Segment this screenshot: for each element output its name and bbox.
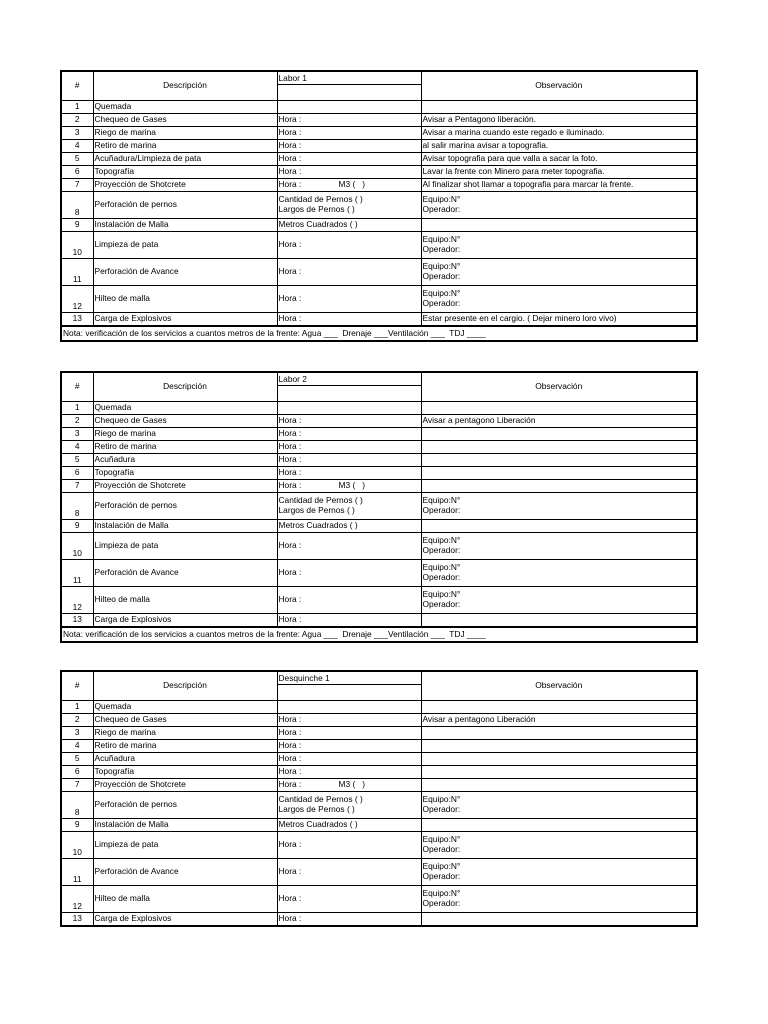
row-observation: Equipo:N° Operador: xyxy=(421,832,697,859)
row-observation: Equipo:N° Operador: xyxy=(421,232,697,259)
row-value: Hora : xyxy=(277,467,421,480)
section-labor-2 xyxy=(60,371,696,643)
section-labor-1 xyxy=(60,70,696,342)
table-row xyxy=(61,480,697,493)
row-observation xyxy=(421,467,697,480)
row-description: Instalación de Malla xyxy=(93,219,277,232)
row-value: Hora : xyxy=(277,127,421,140)
table-row xyxy=(61,714,697,727)
row-number: 5 xyxy=(61,153,93,166)
row-number: 1 xyxy=(61,701,93,714)
table-row xyxy=(61,114,697,127)
row-observation: Equipo:N° Operador: xyxy=(421,560,697,587)
row-number: 13 xyxy=(61,614,93,628)
row-number: 12 xyxy=(61,286,93,313)
table-row xyxy=(61,259,697,286)
row-description: Carga de Explosivos xyxy=(93,614,277,628)
row-observation: Avisar a pentagono Liberación xyxy=(421,714,697,727)
row-observation: Lavar la frente con Minero para meter topografia. xyxy=(421,166,697,179)
table-row xyxy=(61,493,697,520)
row-number: 7 xyxy=(61,779,93,792)
row-description: Acuñadura/Limpieza de pata xyxy=(93,153,277,166)
row-description: Carga de Explosivos xyxy=(93,913,277,927)
row-observation xyxy=(421,402,697,415)
section-desquinche-1 xyxy=(60,670,696,927)
table-row xyxy=(61,740,697,753)
row-value: Hora : xyxy=(277,886,421,913)
row-observation: Avisar topografia para que valla a sacar la foto. xyxy=(421,153,697,166)
row-number: 5 xyxy=(61,753,93,766)
row-value: Hora : xyxy=(277,859,421,886)
row-observation xyxy=(421,753,697,766)
row-description: Perforación de pernos xyxy=(93,192,277,219)
row-description: Hilteo de malla xyxy=(93,286,277,313)
row-value xyxy=(277,402,421,415)
row-observation xyxy=(421,219,697,232)
row-number: 10 xyxy=(61,533,93,560)
table-row xyxy=(61,533,697,560)
table-row xyxy=(61,779,697,792)
table-row xyxy=(61,727,697,740)
row-value: Hora : xyxy=(277,428,421,441)
table-row xyxy=(61,886,697,913)
row-description: Perforación de Avance xyxy=(93,560,277,587)
row-number: 8 xyxy=(61,792,93,819)
row-number: 2 xyxy=(61,714,93,727)
row-value: Hora : xyxy=(277,286,421,313)
row-value: Hora : xyxy=(277,114,421,127)
row-number: 10 xyxy=(61,832,93,859)
header-num: # xyxy=(61,71,93,101)
row-observation xyxy=(421,520,697,533)
row-description: Instalación de Malla xyxy=(93,819,277,832)
row-number: 6 xyxy=(61,467,93,480)
header-labor-title xyxy=(277,671,421,701)
row-description: Acuñadura xyxy=(93,753,277,766)
row-value: Hora : xyxy=(277,153,421,166)
row-observation: Avisar a pentagono Liberación xyxy=(421,415,697,428)
row-number: 13 xyxy=(61,313,93,327)
row-number: 5 xyxy=(61,454,93,467)
row-number: 2 xyxy=(61,415,93,428)
table-row xyxy=(61,179,697,192)
row-observation xyxy=(421,913,697,927)
header-num: # xyxy=(61,372,93,402)
row-number: 11 xyxy=(61,560,93,587)
row-value: Hora : xyxy=(277,166,421,179)
row-value: Hora : xyxy=(277,740,421,753)
row-number: 13 xyxy=(61,913,93,927)
row-value: Hora : M3 ( ) xyxy=(277,480,421,493)
nota-row xyxy=(61,627,697,642)
table-row xyxy=(61,701,697,714)
table-row xyxy=(61,192,697,219)
row-number: 9 xyxy=(61,520,93,533)
row-observation: al salir marina avisar a topografia. xyxy=(421,140,697,153)
row-description: Hilteo de malla xyxy=(93,587,277,614)
row-observation xyxy=(421,614,697,628)
row-description: Quemada xyxy=(93,101,277,114)
table-row xyxy=(61,753,697,766)
row-observation: Avisar a marina cuando este regado e iluminado. xyxy=(421,127,697,140)
row-value: Metros Cuadrados ( ) xyxy=(277,819,421,832)
row-value: Hora : M3 ( ) xyxy=(277,179,421,192)
table-row xyxy=(61,560,697,587)
table-row xyxy=(61,219,697,232)
row-observation: Equipo:N° Operador: xyxy=(421,587,697,614)
row-number: 4 xyxy=(61,740,93,753)
row-number: 3 xyxy=(61,428,93,441)
table-labor-2 xyxy=(60,371,698,643)
row-observation xyxy=(421,819,697,832)
row-value: Hora : xyxy=(277,415,421,428)
row-value: Hora : M3 ( ) xyxy=(277,779,421,792)
row-description: Retiro de marina xyxy=(93,740,277,753)
row-observation xyxy=(421,428,697,441)
table-row xyxy=(61,520,697,533)
row-value: Hora : xyxy=(277,587,421,614)
row-number: 9 xyxy=(61,819,93,832)
row-observation: Equipo:N° Operador: xyxy=(421,259,697,286)
section-title: Labor 1 xyxy=(278,72,421,85)
row-description: Carga de Explosivos xyxy=(93,313,277,327)
row-number: 4 xyxy=(61,441,93,454)
table-row xyxy=(61,101,697,114)
row-description: Limpieza de pata xyxy=(93,533,277,560)
row-description: Riego de marina xyxy=(93,727,277,740)
row-observation xyxy=(421,441,697,454)
row-observation xyxy=(421,701,697,714)
row-value: Metros Cuadrados ( ) xyxy=(277,219,421,232)
table-row xyxy=(61,402,697,415)
row-description: Limpieza de pata xyxy=(93,832,277,859)
row-number: 4 xyxy=(61,140,93,153)
row-number: 6 xyxy=(61,766,93,779)
row-number: 8 xyxy=(61,192,93,219)
row-value: Hora : xyxy=(277,259,421,286)
row-description: Instalación de Malla xyxy=(93,520,277,533)
row-description: Chequeo de Gases xyxy=(93,114,277,127)
header-observacion: Observación xyxy=(421,372,697,402)
table-row xyxy=(61,913,697,927)
row-description: Retiro de marina xyxy=(93,441,277,454)
row-observation xyxy=(421,779,697,792)
row-value: Hora : xyxy=(277,441,421,454)
row-number: 12 xyxy=(61,587,93,614)
table-row xyxy=(61,792,697,819)
row-observation xyxy=(421,480,697,493)
row-observation: Equipo:N° Operador: xyxy=(421,859,697,886)
row-value: Hora : xyxy=(277,753,421,766)
row-value: Metros Cuadrados ( ) xyxy=(277,520,421,533)
table-row xyxy=(61,832,697,859)
row-number: 9 xyxy=(61,219,93,232)
row-number: 1 xyxy=(61,101,93,114)
row-description: Hilteo de malla xyxy=(93,886,277,913)
row-description: Limpieza de pata xyxy=(93,232,277,259)
row-observation: Estar presente en el cargio. ( Dejar minero loro vivo) xyxy=(421,313,697,327)
table-row xyxy=(61,454,697,467)
row-number: 7 xyxy=(61,179,93,192)
row-description: Acuñadura xyxy=(93,454,277,467)
row-value: Hora : xyxy=(277,454,421,467)
row-description: Chequeo de Gases xyxy=(93,415,277,428)
row-description: Chequeo de Gases xyxy=(93,714,277,727)
row-observation: Avisar a Pentagono liberación. xyxy=(421,114,697,127)
row-observation: Equipo:N° Operador: xyxy=(421,533,697,560)
row-value: Hora : xyxy=(277,832,421,859)
row-number: 2 xyxy=(61,114,93,127)
row-value: Hora : xyxy=(277,313,421,327)
row-number: 12 xyxy=(61,886,93,913)
row-observation: Equipo:N° Operador: xyxy=(421,886,697,913)
row-value: Hora : xyxy=(277,614,421,628)
row-observation xyxy=(421,766,697,779)
row-value: Hora : xyxy=(277,533,421,560)
table-row xyxy=(61,614,697,628)
row-number: 3 xyxy=(61,127,93,140)
row-description: Topografía xyxy=(93,467,277,480)
header-descripcion: Descripción xyxy=(93,671,277,701)
table-row xyxy=(61,415,697,428)
header-observacion: Observación xyxy=(421,671,697,701)
row-description: Topografía xyxy=(93,766,277,779)
table-desquinche-1 xyxy=(60,670,698,927)
row-value xyxy=(277,701,421,714)
row-observation xyxy=(421,740,697,753)
row-number: 8 xyxy=(61,493,93,520)
header-observacion: Observación xyxy=(421,71,697,101)
header-descripcion: Descripción xyxy=(93,372,277,402)
row-description: Perforación de Avance xyxy=(93,859,277,886)
row-value: Hora : xyxy=(277,140,421,153)
table-row xyxy=(61,819,697,832)
row-number: 10 xyxy=(61,232,93,259)
row-description: Topografía xyxy=(93,166,277,179)
header-num: # xyxy=(61,671,93,701)
table-labor-1 xyxy=(60,70,698,342)
row-observation: Al finalizar shot llamar a topografia para marcar la frente. xyxy=(421,179,697,192)
header-labor-title xyxy=(277,372,421,402)
row-number: 11 xyxy=(61,259,93,286)
row-value: Hora : xyxy=(277,714,421,727)
table-row xyxy=(61,467,697,480)
table-row xyxy=(61,313,697,327)
row-observation: Equipo:N° Operador: xyxy=(421,493,697,520)
table-row xyxy=(61,166,697,179)
table-row xyxy=(61,441,697,454)
row-description: Retiro de marina xyxy=(93,140,277,153)
row-description: Quemada xyxy=(93,402,277,415)
row-observation xyxy=(421,454,697,467)
row-value: Cantidad de Pernos ( ) Largos de Pernos ( ) xyxy=(277,493,421,520)
row-number: 3 xyxy=(61,727,93,740)
row-observation: Equipo:N° Operador: xyxy=(421,192,697,219)
header-descripcion: Descripción xyxy=(93,71,277,101)
row-value xyxy=(277,101,421,114)
row-number: 1 xyxy=(61,402,93,415)
table-row xyxy=(61,127,697,140)
row-description: Riego de marina xyxy=(93,127,277,140)
row-description: Quemada xyxy=(93,701,277,714)
table-row xyxy=(61,587,697,614)
nota-text: Nota: verificación de los servicios a cuantos metros de la frente: Agua ___ Drenaje ___Ventilación ___ TDJ ____ xyxy=(61,627,697,642)
row-number: 6 xyxy=(61,166,93,179)
row-value: Hora : xyxy=(277,766,421,779)
header-labor-title xyxy=(277,71,421,101)
row-description: Perforación de pernos xyxy=(93,493,277,520)
row-description: Proyección de Shotcrete xyxy=(93,480,277,493)
row-description: Perforación de Avance xyxy=(93,259,277,286)
section-title: Desquinche 1 xyxy=(278,672,421,685)
table-row xyxy=(61,859,697,886)
row-value: Cantidad de Pernos ( ) Largos de Pernos ( ) xyxy=(277,192,421,219)
table-row xyxy=(61,428,697,441)
table-row xyxy=(61,140,697,153)
table-row xyxy=(61,286,697,313)
row-description: Proyección de Shotcrete xyxy=(93,779,277,792)
nota-text: Nota: verificación de los servicios a cuantos metros de la frente: Agua ___ Drenaje ___Ventilación ___ TDJ ____ xyxy=(61,326,697,341)
row-description: Perforación de pernos xyxy=(93,792,277,819)
row-observation xyxy=(421,727,697,740)
row-value: Hora : xyxy=(277,913,421,927)
row-value: Hora : xyxy=(277,232,421,259)
row-description: Proyección de Shotcrete xyxy=(93,179,277,192)
table-row xyxy=(61,766,697,779)
table-row xyxy=(61,153,697,166)
table-row xyxy=(61,232,697,259)
row-number: 11 xyxy=(61,859,93,886)
row-description: Riego de marina xyxy=(93,428,277,441)
row-value: Hora : xyxy=(277,560,421,587)
row-value: Cantidad de Pernos ( ) Largos de Pernos ( ) xyxy=(277,792,421,819)
row-number: 7 xyxy=(61,480,93,493)
row-observation xyxy=(421,101,697,114)
nota-row xyxy=(61,326,697,341)
row-value: Hora : xyxy=(277,727,421,740)
row-observation: Equipo:N° Operador: xyxy=(421,286,697,313)
row-observation: Equipo:N° Operador: xyxy=(421,792,697,819)
section-title: Labor 2 xyxy=(278,373,421,386)
